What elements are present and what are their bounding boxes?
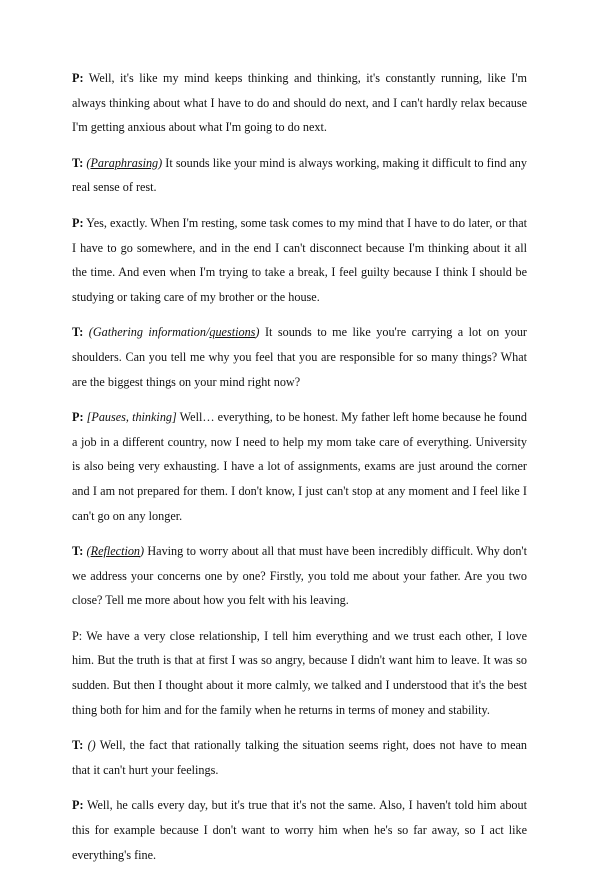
technique-note-open: ( — [83, 544, 91, 559]
paragraph-text: It sounds to me like you're carrying a lot on your shoulders. Can you tell me why you feel that you are responsible for so many things? What are the biggest things on your mind right now? — [72, 325, 527, 389]
speaker-label: P: — [72, 410, 84, 425]
technique-note — [83, 325, 259, 339]
transcript-paragraph-3 — [72, 211, 527, 309]
technique-note — [83, 544, 144, 558]
speaker-label: P: — [72, 798, 84, 813]
speaker-label: P: — [72, 71, 84, 85]
technique-note-open: (Gathering information/ — [83, 325, 210, 340]
technique-note-underlined: Paraphrasing — [90, 155, 159, 170]
transcript-paragraph-7 — [72, 624, 527, 722]
technique-note-empty: () — [83, 738, 96, 753]
paragraph-text: It sounds like your mind is always working, making it difficult to find any real sense of rest. — [72, 155, 527, 195]
paragraph-text: P: We have a very close relationship, I tell him everything and we trust each other, I love him. But the truth is that at first I was so angry, because I didn't want him to leave. It was so sudden. But then I thought about it more calmly, we talked and I understood that it's the best thing both for him and for the family when he returns in terms of money and stability. — [72, 628, 527, 717]
transcript-paragraph-4 — [72, 320, 527, 394]
stage-direction: [Pauses, thinking] — [83, 410, 177, 425]
speaker-label: T: — [72, 544, 84, 559]
transcript-paragraph-2 — [72, 151, 527, 200]
speaker-label: T: — [72, 155, 84, 170]
paragraph-text: Well, he calls every day, but it's true that it's not the same. Also, I haven't told him about this for example because I don't want to worry him when he's so far away, so I act like everything's fine. — [72, 798, 527, 862]
technique-note-underlined: Reflection — [90, 544, 141, 559]
transcript-paragraph-9 — [72, 793, 527, 867]
transcript-page — [72, 66, 527, 878]
paragraph-text: Well, the fact that rationally talking the situation seems right, does not have to mean that it can't hurt your feelings. — [72, 738, 527, 777]
speaker-label: T: — [72, 738, 84, 753]
transcript-paragraph-6 — [72, 539, 527, 613]
paragraph-text: Well, it's like my mind keeps thinking and thinking, it's constantly running, like I'm always thinking about what I have to do and should do next, and I can't hardly relax because I'm getting anxious about what I'm going to do next. — [72, 71, 527, 135]
transcript-paragraph-5 — [72, 405, 527, 528]
transcript-paragraph-8 — [72, 733, 527, 782]
speaker-label: P: — [72, 215, 84, 230]
speaker-label: T: — [72, 325, 84, 340]
technique-note-open: ( — [83, 155, 91, 170]
technique-note — [83, 156, 162, 170]
paragraph-text: Yes, exactly. When I'm resting, some task comes to my mind that I have to do later, or that I have to go somewhere, and in the end I can't disconnect because I'm thinking about it all the time. And even when I'm trying to take a break, I feel guilty because I think I should be studying or taking care of my brother or the house. — [72, 215, 527, 304]
transcript-paragraph-1 — [72, 66, 527, 140]
paragraph-text: Well… everything, to be honest. My father left home because he found a job in a different country, now I need to help my mom take care of everything. University is also being very exhausting. I have a lot of assignments, exams are just around the corner and I am not prepared for them. I don't know, I just can't stop at any moment and I feel like I can't go on any longer. — [72, 410, 527, 523]
technique-note-underlined: questions — [209, 325, 256, 340]
paragraph-text: Having to worry about all that must have been incredibly difficult. Why don't we address your concerns one by one? Firstly, you told me about your father. Are you two close? Tell me more about how you felt with his leaving. — [72, 544, 528, 608]
technique-note-close: ) — [255, 325, 260, 340]
technique-note-close: ) — [158, 155, 163, 170]
technique-note-close: ) — [140, 544, 145, 559]
